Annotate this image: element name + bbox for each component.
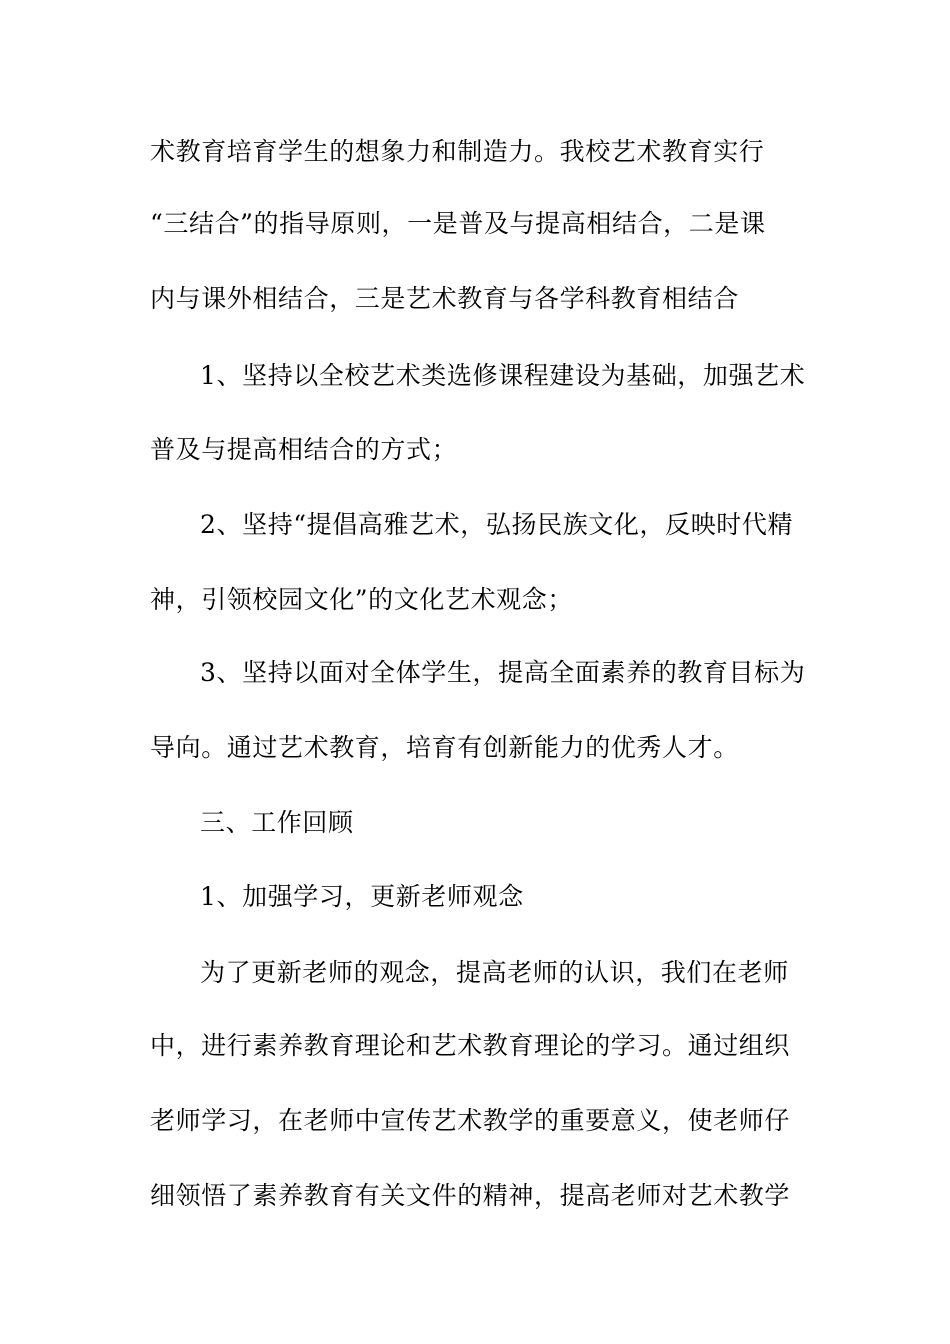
text-line-2: “三结合”的指导原则，一是普及与提高相结合，二是课 xyxy=(150,209,766,238)
text-line-14: 老师学习，在老师中宣传艺术教学的重要意义，使老师仔 xyxy=(150,1106,791,1135)
text-line-9: 导向。通过艺术教育，培育有创新能力的优秀人才。 xyxy=(150,733,739,762)
section-heading: 三、工作回顾 xyxy=(200,808,354,837)
text-line-12: 为了更新老师的观念，提高老师的认识，我们在老师 xyxy=(200,958,789,987)
text-line-6: 2、坚持“提倡高雅艺术，弘扬民族文化，反映时代精 xyxy=(200,510,794,539)
text-line-3: 内与课外相结合，三是艺术教育与各学科教育相结合 xyxy=(150,284,739,313)
text-line-15: 细领悟了素养教育有关文件的精神，提高老师对艺术教学 xyxy=(150,1181,791,1210)
text-line-13: 中，进行素养教育理论和艺术教育理论的学习。通过组织 xyxy=(150,1031,791,1060)
text-line-1: 术教育培育学生的想象力和制造力。我校艺术教育实行 xyxy=(150,137,765,166)
subsection-heading: 1、加强学习，更新老师观念 xyxy=(200,882,524,911)
text-line-5: 普及与提高相结合的方式； xyxy=(150,435,458,464)
text-line-8: 3、坚持以面对全体学生，提高全面素养的教育目标为 xyxy=(200,658,806,687)
text-line-7: 神，引领校园文化”的文化艺术观念； xyxy=(150,585,573,614)
text-line-4: 1、坚持以全校艺术类选修课程建设为基础，加强艺术 xyxy=(200,361,806,390)
